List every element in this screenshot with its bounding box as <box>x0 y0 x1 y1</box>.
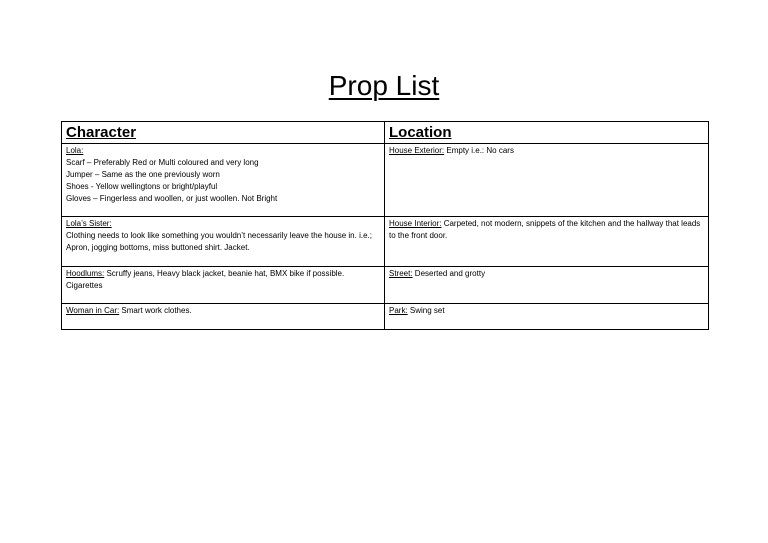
character-name: Woman in Car: <box>66 306 120 315</box>
location-name: House Exterior: <box>389 146 445 155</box>
prop-line: Clothing needs to look like something you wouldn’t necessarily leave the house in. i.e.; Apron, jogging bottoms, miss buttoned shirt. Jacket. <box>66 231 372 252</box>
location-name: Park: <box>389 306 408 315</box>
character-cell-lolas-sister <box>62 217 385 267</box>
character-name: Lola: <box>66 146 84 155</box>
prop-line: Shoes - Yellow wellingtons or bright/playful <box>66 182 218 191</box>
character-column-header <box>62 122 385 144</box>
location-header-label: Location <box>389 124 452 141</box>
character-cell-lola <box>62 144 385 217</box>
character-cell-woman-in-car <box>62 304 385 330</box>
table-row <box>62 144 709 217</box>
table-row <box>62 267 709 304</box>
prop-description: Scruffy jeans, Heavy black jacket, beanie hat, BMX bike if possible. Cigarettes <box>66 269 345 290</box>
location-description: Deserted and grotty <box>412 269 486 278</box>
table-header-row <box>62 122 709 144</box>
location-name: Street: <box>389 269 413 278</box>
location-cell-house-exterior <box>385 144 709 217</box>
table-row <box>62 304 709 330</box>
character-name: Lola’s Sister: <box>66 219 112 228</box>
table-row <box>62 217 709 267</box>
location-cell-park <box>385 304 709 330</box>
location-description: Empty i.e.: No cars <box>444 146 514 155</box>
character-cell-hoodlums <box>62 267 385 304</box>
location-description: Swing set <box>407 306 445 315</box>
location-description: Carpeted, not modern, snippets of the kitchen and the hallway that leads to the front door. <box>389 219 701 240</box>
location-name: House Interior: <box>389 219 442 228</box>
prop-list-table <box>61 121 709 330</box>
character-header-label: Character <box>66 124 137 141</box>
location-cell-street <box>385 267 709 304</box>
location-cell-house-interior <box>385 217 709 267</box>
character-name: Hoodlums: <box>66 269 105 278</box>
page-title: Prop List <box>328 70 440 101</box>
prop-line: Scarf – Preferably Red or Multi coloured and very long <box>66 158 259 167</box>
prop-line: Jumper – Same as the one previously worn <box>66 170 220 179</box>
prop-description: Smart work clothes. <box>119 306 192 315</box>
prop-line: Gloves – Fingerless and woollen, or just woollen. Not Bright <box>66 194 278 203</box>
location-column-header <box>385 122 709 144</box>
